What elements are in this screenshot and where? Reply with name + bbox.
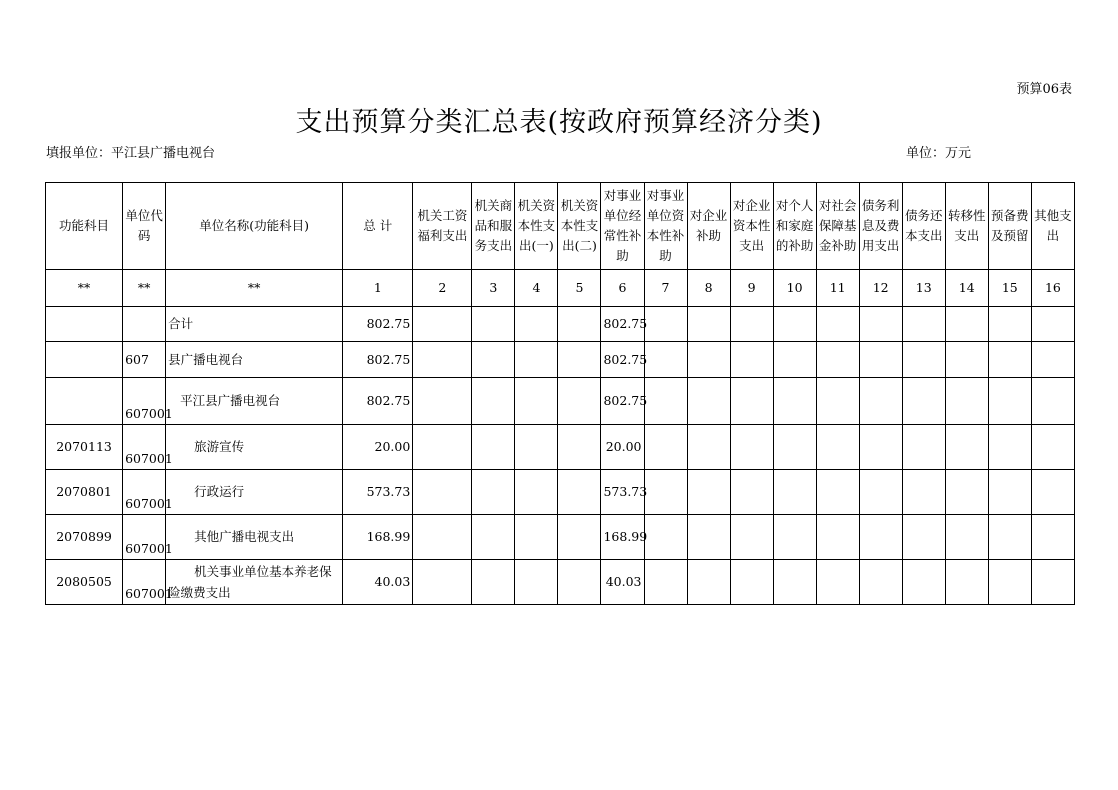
table-row: [46, 307, 1075, 342]
col-header: 机关资本性支出(二): [558, 183, 601, 270]
col-header: 机关商品和服务支出: [472, 183, 515, 270]
col-header: 对事业单位经常性补助: [601, 183, 644, 270]
index-cell: 1: [343, 270, 413, 307]
col-header: 对个人和家庭的补助: [773, 183, 816, 270]
total-cell: 802.75: [343, 307, 413, 342]
table-row: [46, 515, 1075, 560]
col6-cell: 802.75: [601, 307, 644, 342]
col-header: 总 计: [343, 183, 413, 270]
page-title: 支出预算分类汇总表(按政府预算经济分类): [295, 107, 823, 138]
total-cell: 168.99: [343, 515, 413, 560]
table-row: [46, 342, 1075, 378]
table-row: [46, 560, 1075, 605]
col-header: 债务还本支出: [902, 183, 945, 270]
unit-code-cell: 607001: [123, 515, 166, 560]
func-code-cell: [46, 378, 123, 425]
unit-name-cell: 平江县广播电视台: [166, 378, 343, 425]
header-row: [46, 183, 1075, 270]
index-cell: 2: [413, 270, 472, 307]
func-code-cell: [46, 307, 123, 342]
unit-name-cell: 合计: [166, 307, 343, 342]
index-cell: **: [46, 270, 123, 307]
index-cell: 13: [902, 270, 945, 307]
table-row: [46, 378, 1075, 425]
index-cell: 16: [1031, 270, 1074, 307]
index-cell: 9: [730, 270, 773, 307]
total-cell: 802.75: [343, 342, 413, 378]
unit-code-cell: [123, 307, 166, 342]
unit-code-cell: 607001: [123, 470, 166, 515]
currency-unit: 单位：万元: [906, 146, 972, 161]
col6-cell: 168.99: [601, 515, 644, 560]
unit-code-cell: 607001: [123, 425, 166, 470]
unit-code-cell: 607001: [123, 378, 166, 425]
index-cell: 7: [644, 270, 687, 307]
col-header: 功能科目: [46, 183, 123, 270]
col-header: 单位名称(功能科目): [166, 183, 343, 270]
col-header: 机关资本性支出(一): [515, 183, 558, 270]
unit-name-cell: 行政运行: [166, 470, 343, 515]
unit-name-cell: 旅游宣传: [166, 425, 343, 470]
index-cell: **: [166, 270, 343, 307]
col6-cell: 802.75: [601, 342, 644, 378]
table-code: 预算06表: [1016, 82, 1072, 97]
col-header: 单位代码: [123, 183, 166, 270]
unit-name-cell: 机关事业单位基本养老保险缴费支出: [166, 560, 343, 605]
col6-cell: 40.03: [601, 560, 644, 605]
col6-cell: 802.75: [601, 378, 644, 425]
col-header: 转移性支出: [945, 183, 988, 270]
index-cell: 12: [859, 270, 902, 307]
func-code-cell: [46, 342, 123, 378]
index-cell: 5: [558, 270, 601, 307]
col-header: 对社会保障基金补助: [816, 183, 859, 270]
table-row: [46, 425, 1075, 470]
budget-table: [45, 182, 1075, 605]
col-header: 对事业单位资本性补助: [644, 183, 687, 270]
func-code-cell: 2080505: [46, 560, 123, 605]
table-row: [46, 470, 1075, 515]
index-cell: 3: [472, 270, 515, 307]
index-cell: 4: [515, 270, 558, 307]
index-cell: 10: [773, 270, 816, 307]
col-header: 对企业补助: [687, 183, 730, 270]
func-code-cell: 2070113: [46, 425, 123, 470]
unit-name-cell: 其他广播电视支出: [166, 515, 343, 560]
index-cell: 8: [687, 270, 730, 307]
total-cell: 20.00: [343, 425, 413, 470]
total-cell: 573.73: [343, 470, 413, 515]
col-header: 对企业资本性支出: [730, 183, 773, 270]
index-cell: **: [123, 270, 166, 307]
func-code-cell: 2070801: [46, 470, 123, 515]
index-cell: 6: [601, 270, 644, 307]
col-header: 预备费及预留: [988, 183, 1031, 270]
total-cell: 40.03: [343, 560, 413, 605]
unit-code-cell: 607: [123, 342, 166, 378]
func-code-cell: 2070899: [46, 515, 123, 560]
filler-unit: 填报单位：平江县广播电视台: [46, 146, 216, 161]
col-header: 机关工资福利支出: [413, 183, 472, 270]
col6-cell: 20.00: [601, 425, 644, 470]
total-cell: 802.75: [343, 378, 413, 425]
col-header: 其他支出: [1031, 183, 1074, 270]
unit-code-cell: 607001: [123, 560, 166, 605]
index-cell: 15: [988, 270, 1031, 307]
index-cell: 14: [945, 270, 988, 307]
index-cell: 11: [816, 270, 859, 307]
unit-name-cell: 县广播电视台: [166, 342, 343, 378]
col-header: 债务利息及费用支出: [859, 183, 902, 270]
col6-cell: 573.73: [601, 470, 644, 515]
index-row: [46, 270, 1075, 307]
